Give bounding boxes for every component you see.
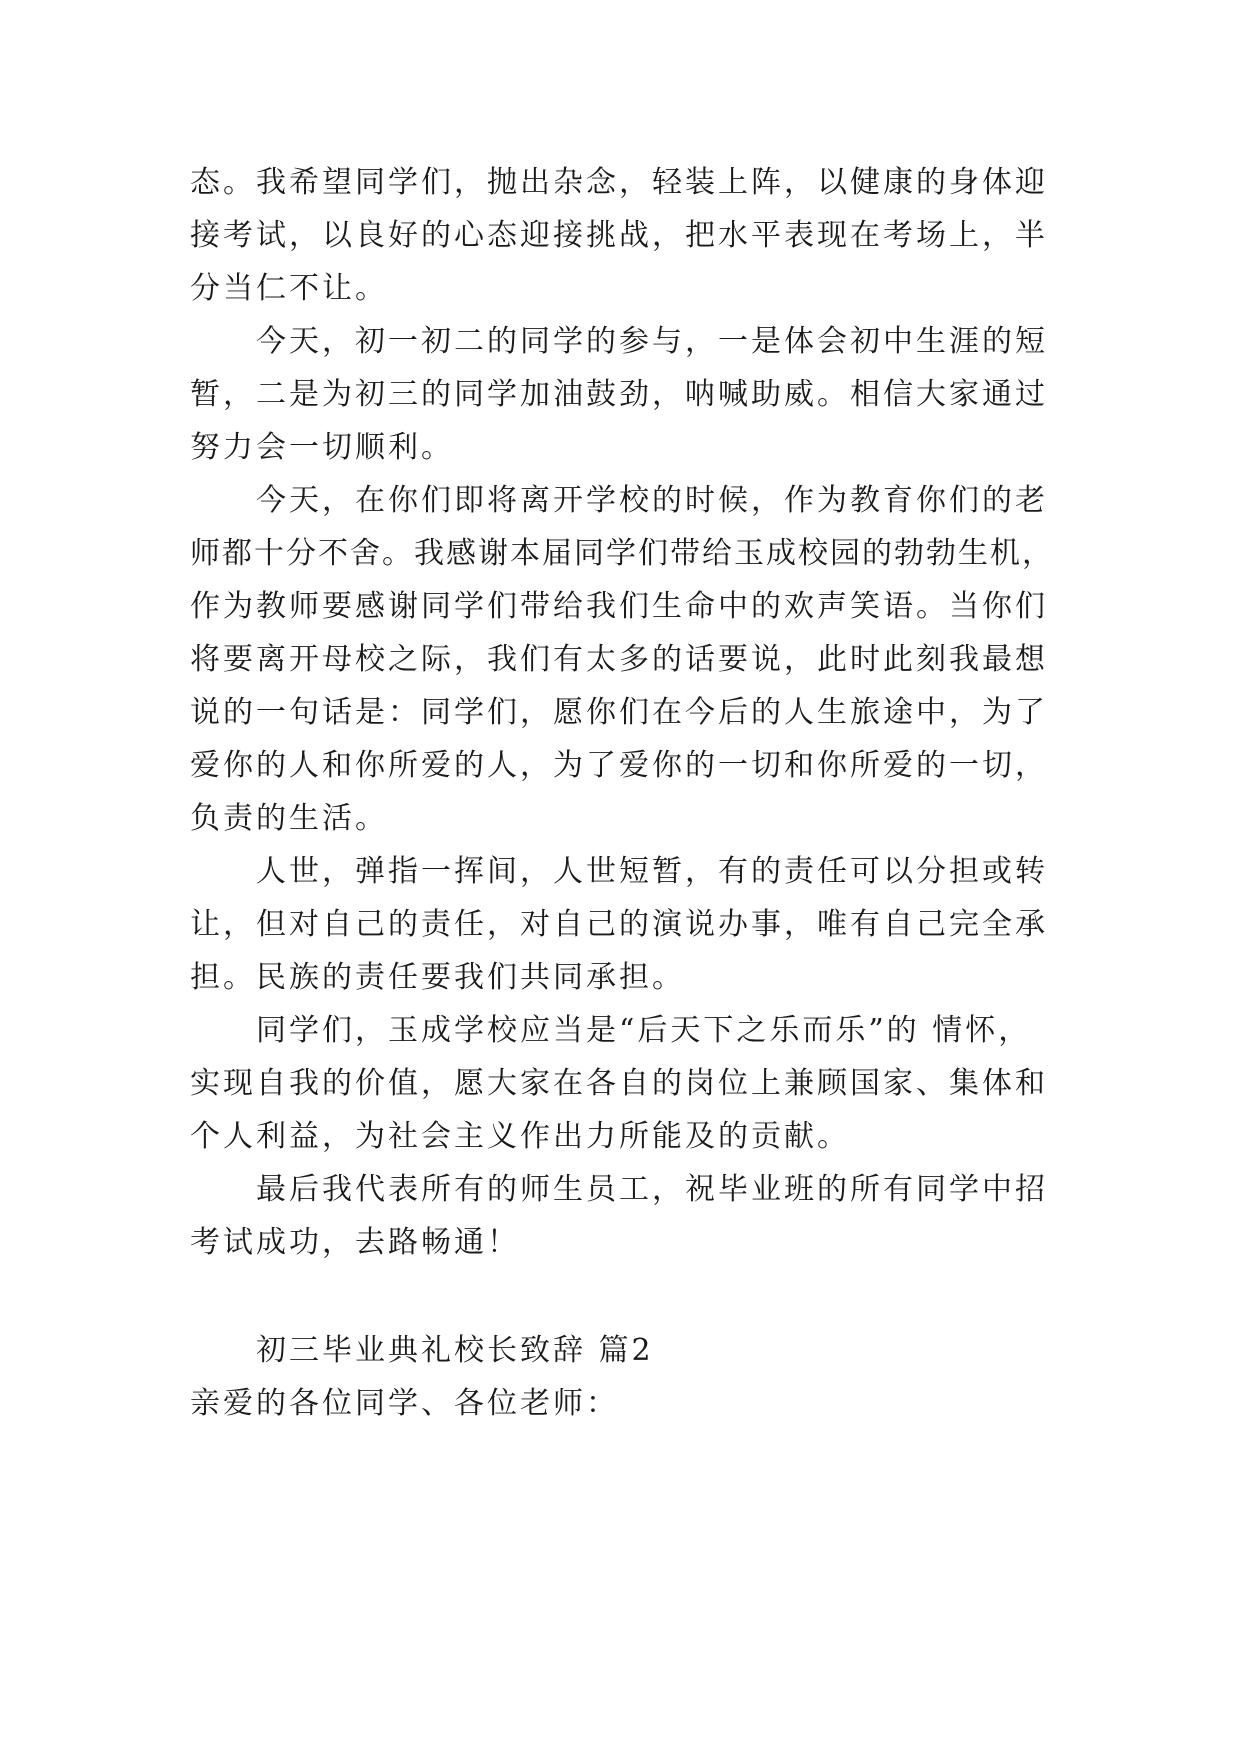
text-line: 分当仁不让。 xyxy=(190,271,388,306)
section-spacer xyxy=(190,1269,1060,1324)
section-heading: 初三毕业典礼校长致辞 篇2 xyxy=(256,1333,654,1368)
text-line: 最后我代表所有的师生员工，祝毕业班的所有同学中招 xyxy=(256,1172,1048,1207)
text-line: 个人利益，为社会主义作出力所能及的贡献。 xyxy=(190,1119,850,1154)
text-line: 担。民族的责任要我们共同承担。 xyxy=(190,960,685,995)
text-line: 说的一句话是：同学们，愿你们在今后的人生旅途中，为了 xyxy=(190,695,1048,730)
text-line: 努力会一切顺利。 xyxy=(190,430,454,465)
text-line: 将要离开母校之际，我们有太多的话要说，此时此刻我最想 xyxy=(190,642,1048,677)
text-line: 同学们，玉成学校应当是“后天下之乐而乐”的 情怀， xyxy=(256,1013,1032,1048)
document-body xyxy=(190,156,1060,1430)
text-line: 人世，弹指一挥间，人世短暂，有的责任可以分担或转 xyxy=(256,854,1048,889)
text-line: 爱你的人和你所爱的人，为了爱你的一切和你所爱的一切， xyxy=(190,748,1048,783)
text-line: 作为教师要感谢同学们带给我们生命中的欢声笑语。当你们 xyxy=(190,589,1048,624)
text-line: 接考试，以良好的心态迎接挑战，把水平表现在考场上，半 xyxy=(190,218,1048,253)
salutation: 亲爱的各位同学、各位老师： xyxy=(190,1386,619,1421)
text-line: 今天，在你们即将离开学校的时候，作为教育你们的老 xyxy=(256,483,1048,518)
paragraph xyxy=(190,315,1060,474)
paragraph xyxy=(190,474,1060,845)
paragraph xyxy=(190,845,1060,1004)
text-line: 态。我希望同学们，抛出杂念，轻装上阵，以健康的身体迎 xyxy=(190,165,1048,200)
text-line: 实现自我的价值，愿大家在各自的岗位上兼顾国家、集体和 xyxy=(190,1066,1048,1101)
text-line: 暂，二是为初三的同学加油鼓劲，呐喊助威。相信大家通过 xyxy=(190,377,1048,412)
text-line: 负责的生活。 xyxy=(190,801,388,836)
text-line: 考试成功，去路畅通！ xyxy=(190,1225,520,1260)
text-line: 师都十分不舍。我感谢本届同学们带给玉成校园的勃勃生机， xyxy=(190,536,1054,571)
paragraph xyxy=(190,1004,1060,1163)
text-line: 让，但对自己的责任，对自己的演说办事，唯有自己完全承 xyxy=(190,907,1048,942)
paragraph xyxy=(190,1163,1060,1269)
paragraph xyxy=(190,156,1060,315)
text-line: 今天，初一初二的同学的参与，一是体会初中生涯的短 xyxy=(256,324,1048,359)
